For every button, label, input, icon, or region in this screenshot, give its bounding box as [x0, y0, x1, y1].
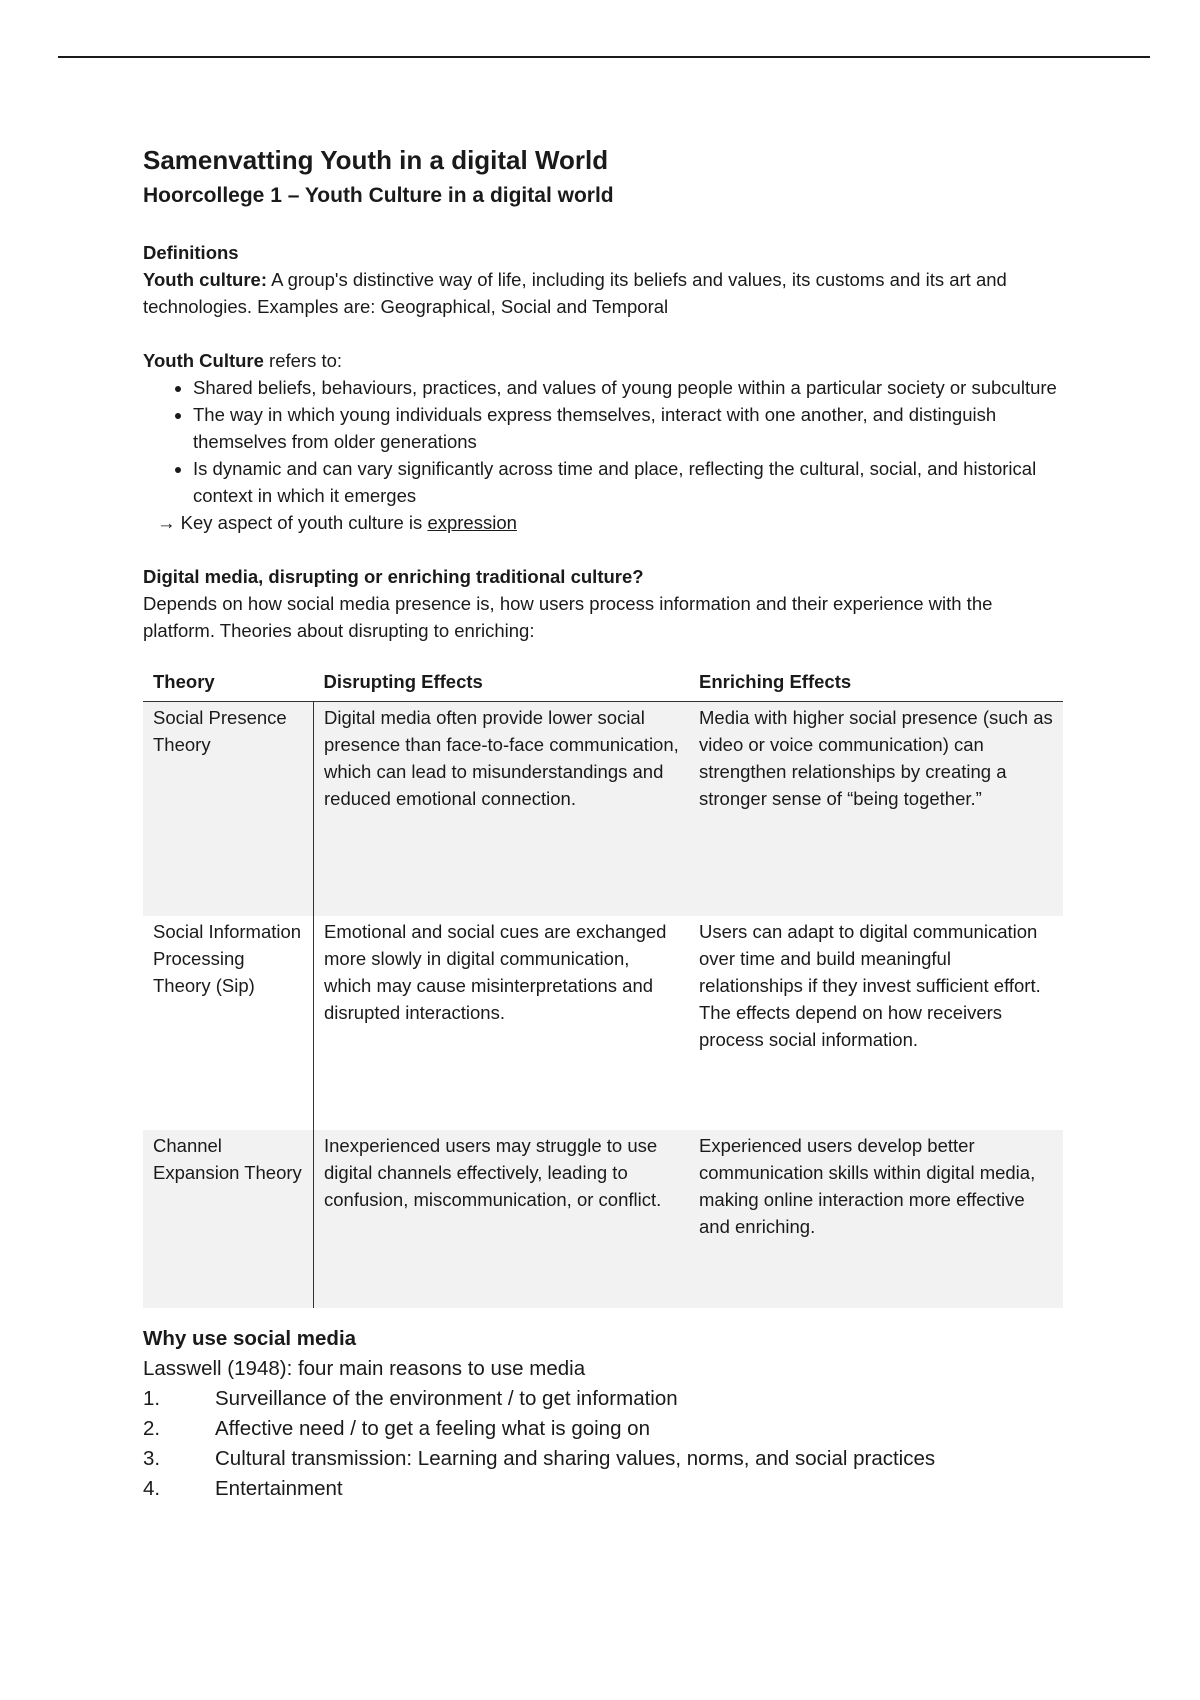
disrupting-cell: Digital media often provide lower social presence than face-to-face communication, which can lead to misunderstandings and reduced emotional connection.: [314, 702, 690, 917]
table-row: [143, 702, 1063, 917]
list-item: • The way in which young individuals express themselves, interact with one another, and distinguish themselves from older generations: [193, 401, 1063, 455]
definition-term: Youth culture:: [143, 269, 268, 290]
list-item: • Is dynamic and can vary significantly across time and place, reflecting the cultural, social, and historical context in which it emerges: [193, 455, 1063, 509]
list-item: [143, 1384, 1063, 1414]
lecture-subtitle: Hoorcollege 1 – Youth Culture in a digital world: [143, 184, 614, 207]
header-disrupting: Disrupting Effects: [314, 664, 690, 702]
item-text: Surveillance of the environment / to get information: [215, 1387, 678, 1410]
top-rule: [58, 56, 1150, 58]
theory-cell: Social Presence Theory: [143, 702, 314, 917]
enriching-cell: Experienced users develop better communication skills within digital media, making online interaction more effective and enriching.: [689, 1130, 1063, 1308]
list-item: [143, 1444, 1063, 1474]
key-aspect-line: [143, 509, 1063, 536]
youth-culture-intro: [143, 347, 1063, 374]
item-number: 4.: [143, 1477, 161, 1500]
disrupting-cell: Inexperienced users may struggle to use digital channels effectively, leading to confusion, miscommunication, or conflict.: [314, 1130, 690, 1308]
key-aspect-text: → Key aspect of youth culture is: [157, 512, 428, 533]
header-enriching: Enriching Effects: [689, 664, 1063, 702]
document-body: [143, 140, 1063, 1504]
item-number: 3.: [143, 1447, 161, 1470]
list-item: [143, 1474, 1063, 1504]
why-social-media-heading: Why use social media: [143, 1327, 357, 1350]
enriching-cell: Media with higher social presence (such as video or voice communication) can strengthen relationships by creating a stronger sense of “being together.”: [689, 702, 1063, 917]
youth-culture-bullets: [143, 374, 1063, 509]
disrupting-cell: Emotional and social cues are exchanged more slowly in digital communication, which may cause misinterpretations and disrupted interactions.: [324, 921, 667, 1023]
item-text: Cultural transmission: Learning and sharing values, norms, and social practices: [215, 1447, 936, 1470]
digital-media-heading: Digital media, disrupting or enriching traditional culture?: [143, 566, 644, 587]
item-number: 1.: [143, 1387, 161, 1410]
theory-cell: Channel Expansion Theory: [143, 1130, 314, 1308]
list-item: [143, 1414, 1063, 1444]
definition-text: A group's distinctive way of life, including its beliefs and values, its customs and its art and technologies. Examples are: Geographical, Social and Temporal: [143, 269, 1007, 317]
table-row: [143, 916, 1063, 1130]
key-aspect-keyword: expression: [427, 512, 517, 533]
document-title: Samenvatting Youth in a digital World: [143, 145, 609, 175]
definition-paragraph: [143, 266, 1063, 320]
youth-culture-intro-rest: refers to:: [263, 350, 343, 371]
enriching-cell: Users can adapt to digital communication over time and build meaningful relationships if they invest sufficient effort. The effects depend on how receivers process social information.: [699, 921, 1041, 1050]
theory-cell: Social Information Processing Theory (Sip): [143, 916, 314, 1130]
definitions-heading: Definitions: [143, 242, 239, 263]
table-header-row: [143, 664, 1063, 702]
list-item: • Shared beliefs, behaviours, practices, and values of young people within a particular society or subculture: [193, 374, 1063, 401]
lasswell-intro: Lasswell (1948): four main reasons to use media: [143, 1357, 586, 1380]
youth-culture-term: Youth Culture: [143, 350, 264, 371]
theory-table: [143, 664, 1063, 1308]
item-text: Affective need / to get a feeling what is going on: [215, 1417, 650, 1440]
header-theory: Theory: [143, 664, 314, 702]
table-row: [143, 1130, 1063, 1308]
item-text: Entertainment: [215, 1477, 343, 1500]
reasons-list: [143, 1384, 1063, 1504]
digital-media-text: Depends on how social media presence is, how users process information and their experience with the platform. Theories about disrupting to enriching:: [143, 593, 993, 641]
item-number: 2.: [143, 1417, 161, 1440]
